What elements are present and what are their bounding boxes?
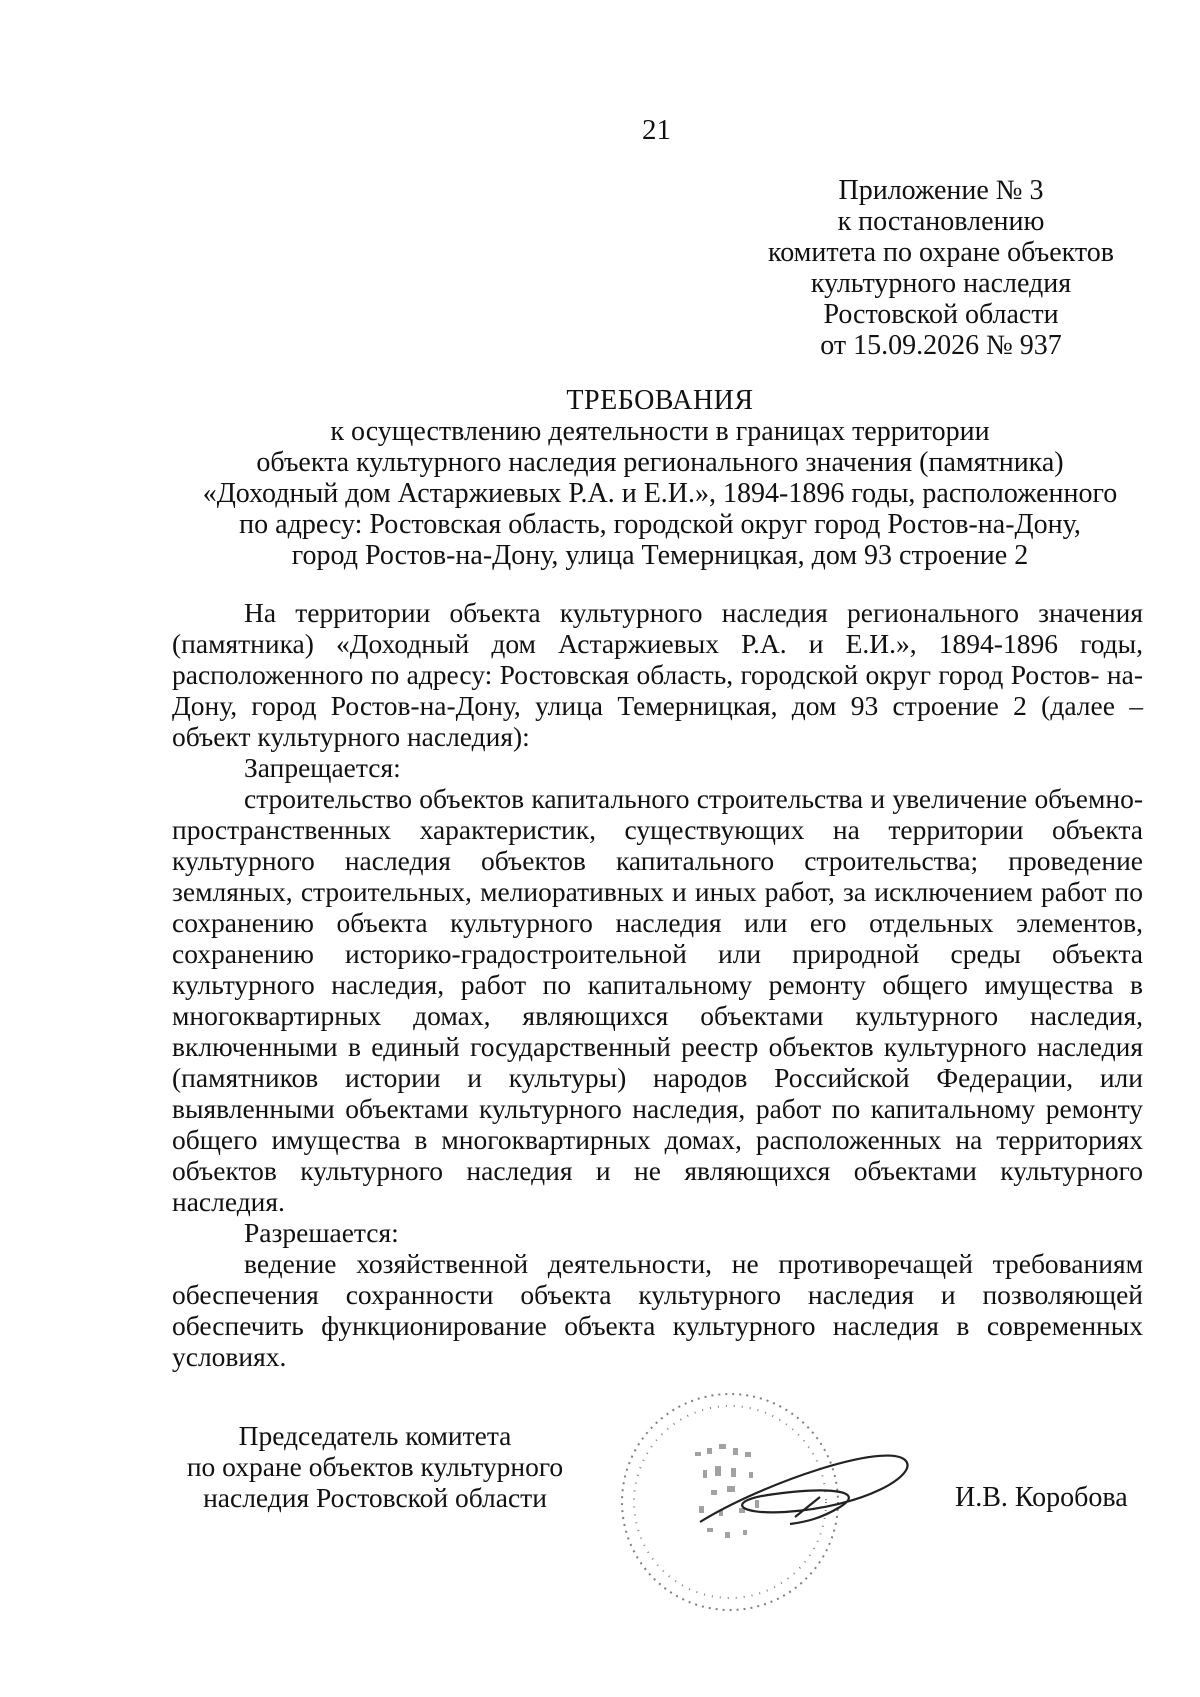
appendix-line: Ростовской области [823,299,1059,330]
prohibited-label: Запрещается: [244,752,401,783]
seal-emblem-icon [695,1444,759,1538]
permitted-label: Разрешается: [244,1217,399,1248]
appendix-line: комитета по охране объектов [768,237,1114,268]
title-heading: ТРЕБОВАНИЯ [566,385,754,416]
permitted-paragraph: ведение хозяйственной деятельности, не противоречащей требованиям обеспечения сохранности объекта культурного наследия и позволяющей обеспечить функционирование объекта культурного наследия в современных условиях. [172,1248,1143,1372]
document-body [172,597,1143,1372]
appendix-line: Приложение № 3 [838,175,1044,206]
appendix-line: к постановлению [837,206,1045,237]
intro-paragraph: На территории объекта культурного наследия регионального значения (памятника) «Доходный дом Астаржиевых Р.А. и Е.И.», 1894-1896 годы, расположенного по адресу: Ростовская область, городской округ город Ростов- на-Дону, город Ростов-на-Дону, улица Темерницкая, дом 93 строение 2 (далее – объект культурного наследия): [172,597,1143,752]
title-line: по адресу: Ростовская область, городской округ город Ростов-на-Дону, [239,509,1081,540]
appendix-line: культурного наследия [810,268,1072,299]
title-line: к осуществлению деятельности в границах территории [330,416,990,447]
signer-position-line: наследия Ростовской области [203,1482,547,1513]
signer-position [160,1420,590,1513]
appendix-header [760,175,1122,361]
seal-ring [622,1394,838,1610]
document-title [160,385,1160,571]
prohibited-paragraph: строительство объектов капитального строительства и увеличение объемно-пространственных характеристик, существующих на территории объекта культурного наследия объектов капитального строительства; проведение земляных, строительных, мелиоративных и иных работ, за исключением работ по сохранению объекта культурного наследия или его отдельных элементов, сохранению историко-градостроительной или природной среды объекта культурного наследия, работ по капитальному ремонту общего имущества в многоквартирных домах, являющихся объектами культурного наследия, включенными в единый государственный реестр объектов культурного наследия (памятников истории и культуры) народов Российской Федерации, или выявленными объектами культурного наследия, работ по капитальному ремонту общего имущества в многоквартирных домах, расположенных на территориях объектов культурного наследия и не являющихся объектами культурного наследия. [172,783,1143,1217]
title-line: город Ростов-на-Дону, улица Темерницкая, дом 93 строение 2 [291,540,1029,571]
official-seal [615,1382,955,1622]
signer-position-line: Председатель комитета [238,1420,512,1451]
title-line: объекта культурного наследия регионального значения (памятника) [256,447,1064,478]
signer-name: И.В. Коробова [955,1482,1128,1513]
signer-position-line: по охране объектов культурного [186,1451,564,1482]
title-line: «Доходный дом Астаржиевых Р.А. и Е.И.», 1894-1896 годы, расположенного [202,478,1118,509]
page-number: 21 [642,114,671,146]
appendix-line: от 15.09.2026 № 937 [820,330,1062,361]
